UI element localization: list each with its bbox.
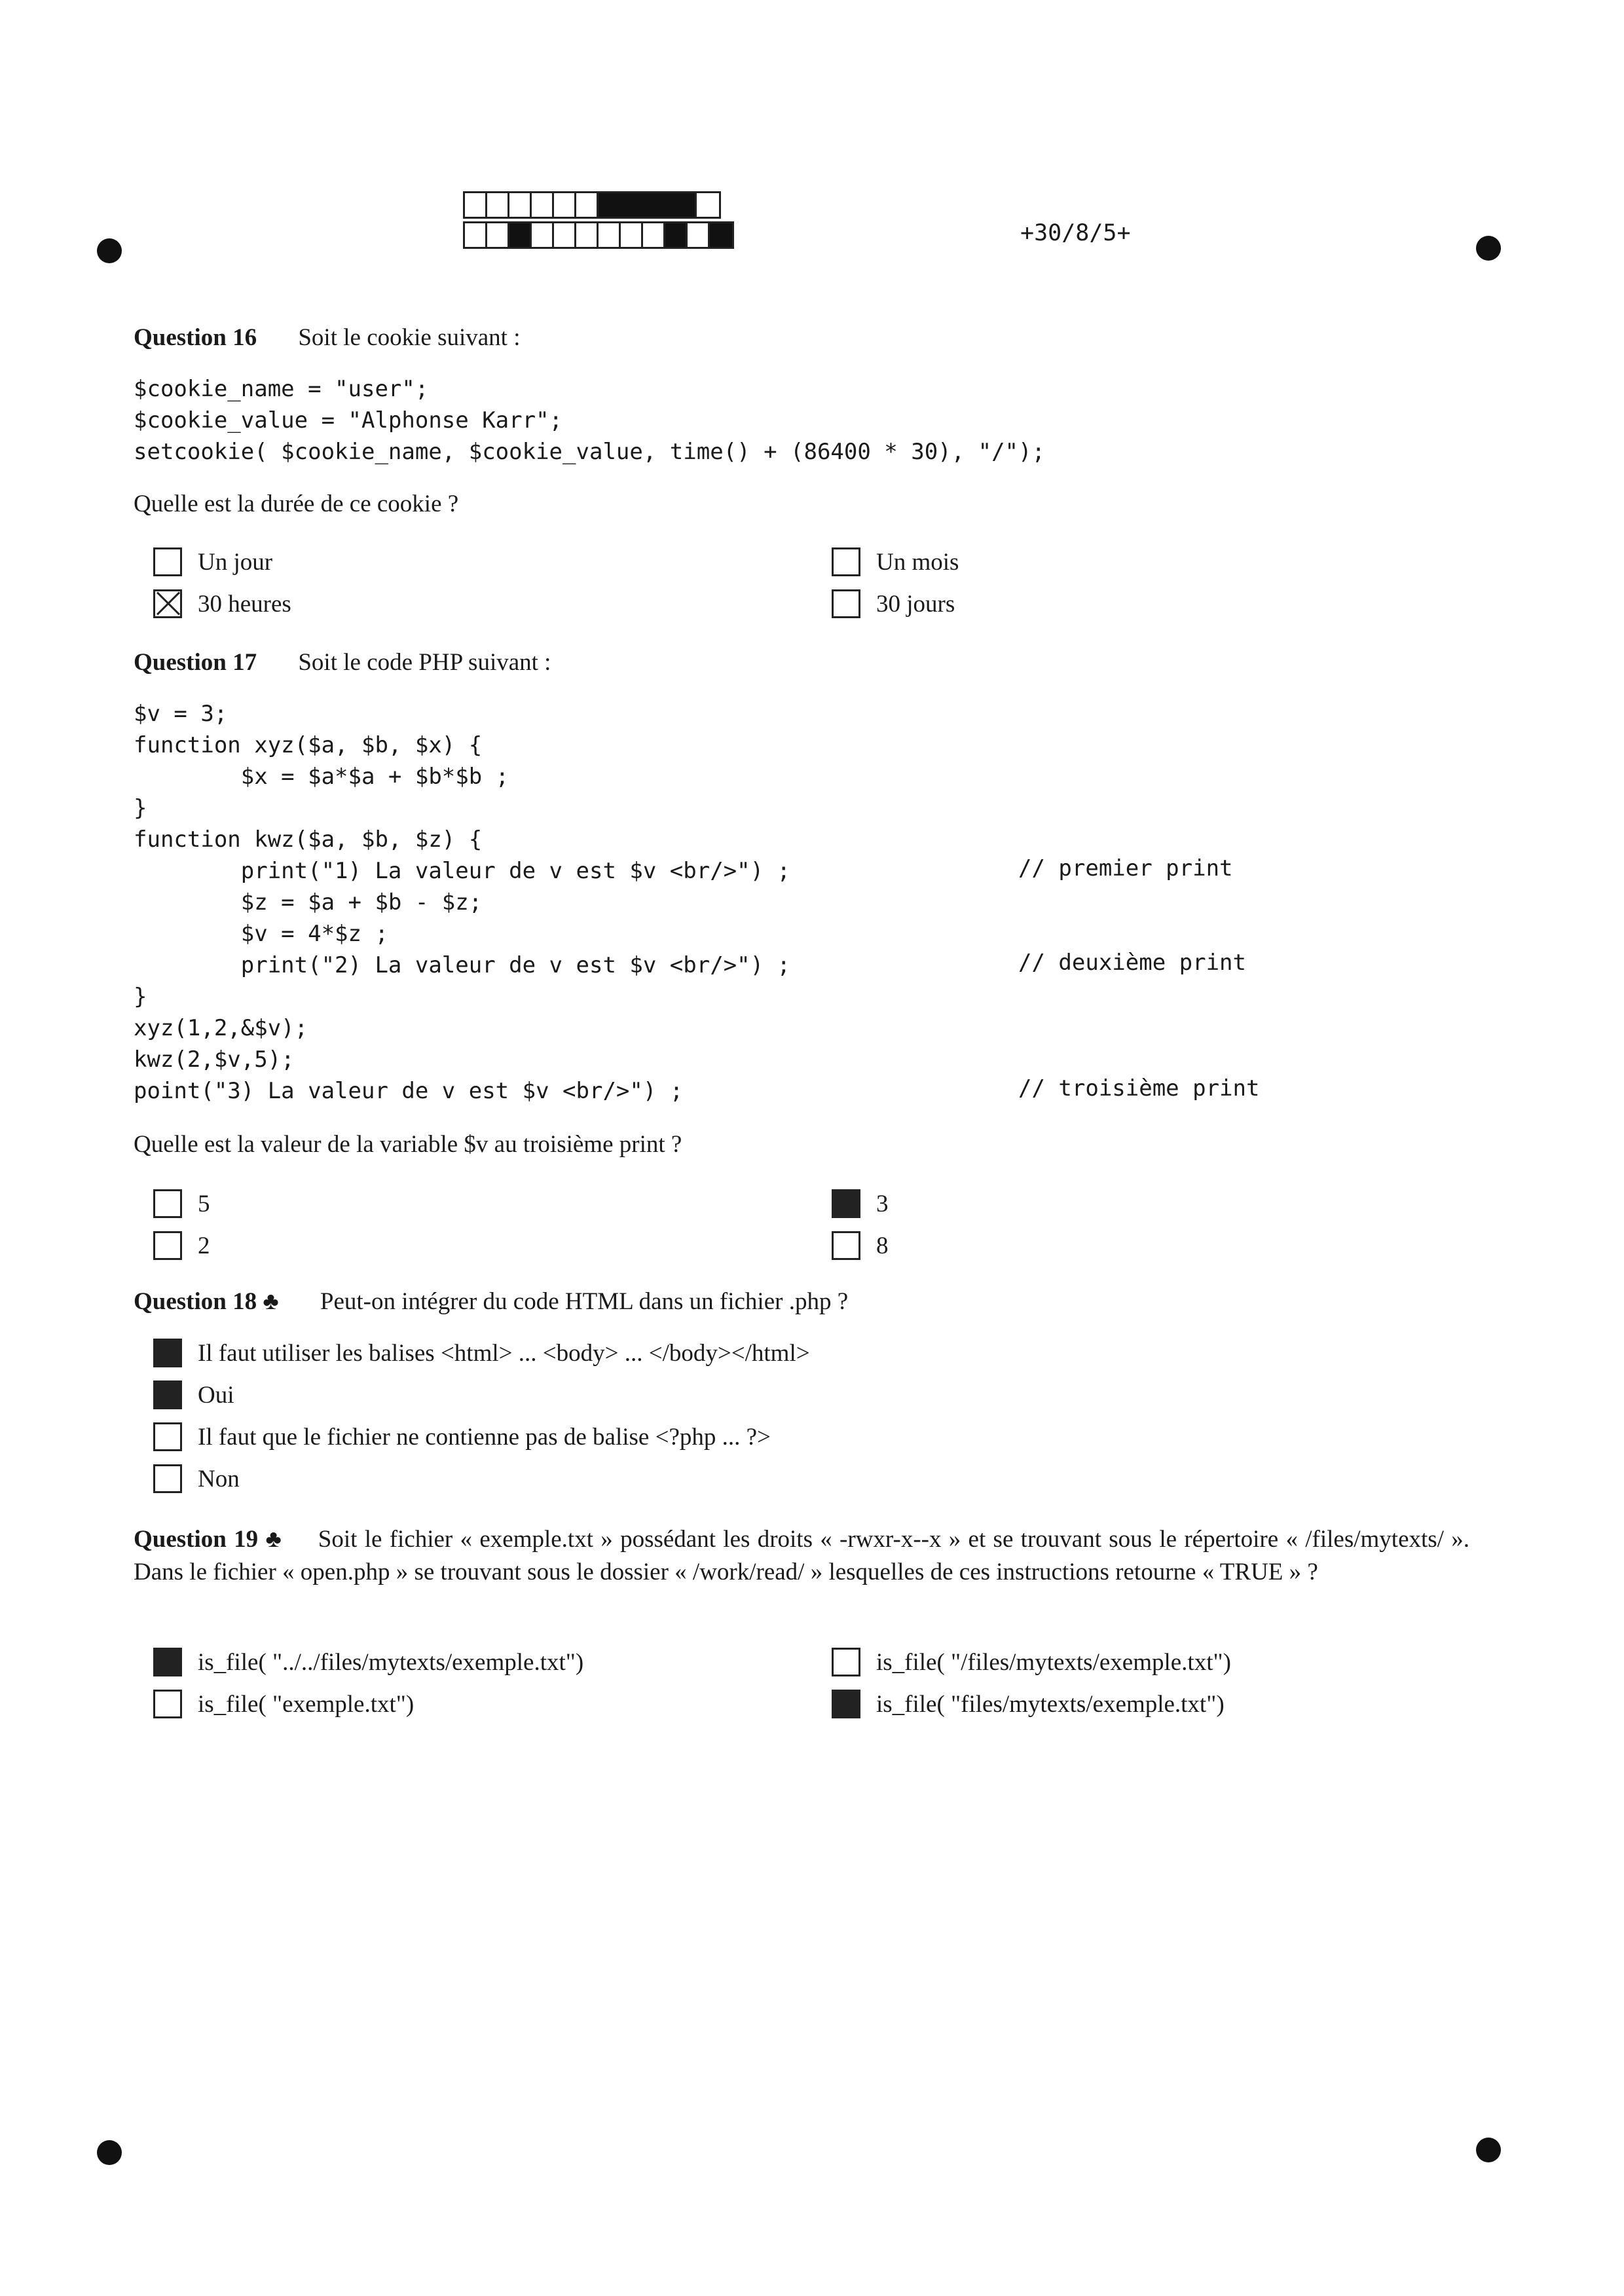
question-16-prompt: Quelle est la durée de ce cookie ? (134, 491, 459, 517)
q17-option-1[interactable] (153, 1189, 210, 1218)
barcode-cell (465, 223, 487, 247)
q19-option-2[interactable] (832, 1648, 1231, 1676)
q17-option-3[interactable] (153, 1231, 210, 1260)
code-comment-2: // deuxième print (1018, 950, 1246, 976)
barcode-cell (599, 223, 621, 247)
checkbox[interactable] (153, 1464, 182, 1493)
barcode-cell (554, 193, 576, 217)
checkbox[interactable] (153, 1422, 182, 1451)
q18-option-4[interactable] (153, 1464, 240, 1493)
question-19-title: Question 19 ♣ (134, 1526, 283, 1553)
option-label: Non (198, 1465, 240, 1492)
question-18-header (134, 1287, 1467, 1316)
barcode-cell (665, 223, 688, 247)
copy-id: +30/8/5+ (1020, 220, 1131, 246)
checkbox[interactable] (153, 1690, 182, 1718)
registration-mark-bottom-right (1476, 2138, 1501, 2162)
option-label: is_file( "files/mytexts/exemple.txt") (876, 1690, 1225, 1718)
barcode-cell (710, 223, 732, 247)
checkbox[interactable] (153, 547, 182, 576)
barcode-cell (509, 223, 532, 247)
checkbox[interactable] (153, 1380, 182, 1409)
question-17-code: $v = 3; function xyz($a, $b, $x) { $x = $a*$a + $b*$b ; } function kwz($a, $b, $z) { print("1) La valeur de v est $v <br/>") ; $z = $a + $b - $z; $v = 4*$z ; print("2) La valeur de v est $v <br/>") ; } xyz(1,2,&$v); kwz(2,$v,5); point("3) La valeur de v est $v <br/>") ; (134, 701, 791, 1104)
option-label: 8 (876, 1232, 889, 1259)
q16-option-4[interactable] (832, 589, 955, 618)
checkbox[interactable] (832, 1231, 860, 1260)
q18-option-2[interactable] (153, 1380, 234, 1409)
code-comment-3: // troisième print (1018, 1075, 1260, 1102)
question-16-title: Question 16 (134, 324, 257, 351)
registration-mark-bottom-left (97, 2140, 122, 2165)
question-17-title: Question 17 (134, 649, 257, 676)
checkbox[interactable] (153, 1189, 182, 1218)
checkbox[interactable] (153, 1231, 182, 1260)
option-label: Un mois (876, 548, 959, 576)
option-label: Un jour (198, 548, 273, 576)
barcode-cell (621, 223, 643, 247)
barcode-cell (487, 193, 509, 217)
question-19-header (134, 1523, 1469, 1589)
barcode-cell (643, 223, 665, 247)
barcode-cell (554, 223, 576, 247)
option-label: 2 (198, 1232, 210, 1259)
option-label: Il faut utiliser les balises <html> ... <body> ... </body></html> (198, 1339, 810, 1367)
q16-option-1[interactable] (153, 547, 272, 576)
barcode-row-1 (463, 191, 721, 219)
barcode-cell (688, 223, 710, 247)
barcode-cell (509, 193, 532, 217)
option-label: 5 (198, 1190, 210, 1217)
question-18-title: Question 18 ♣ (134, 1288, 279, 1315)
question-18-text: Peut-on intégrer du code HTML dans un fichier .php ? (320, 1288, 849, 1315)
checkbox[interactable] (153, 1339, 182, 1367)
question-17-prompt: Quelle est la valeur de la variable $v au troisième print ? (134, 1131, 682, 1158)
checkbox[interactable] (153, 589, 182, 618)
q16-option-2[interactable] (832, 547, 959, 576)
barcode-cell (487, 223, 509, 247)
q19-option-3[interactable] (153, 1690, 414, 1718)
option-label: is_file( "/files/mytexts/exemple.txt") (876, 1648, 1231, 1676)
q18-option-1[interactable] (153, 1339, 810, 1367)
option-label: Oui (198, 1381, 234, 1409)
question-16-text: Soit le cookie suivant : (298, 324, 521, 351)
option-label: 30 jours (876, 590, 955, 618)
q16-option-3[interactable] (153, 589, 291, 618)
barcode-cell (576, 223, 599, 247)
barcode-row-2 (463, 221, 734, 249)
checkbox[interactable] (153, 1648, 182, 1676)
q19-option-4[interactable] (832, 1690, 1225, 1718)
barcode-cell (576, 193, 599, 217)
registration-mark-top-right (1476, 236, 1501, 261)
question-17-text: Soit le code PHP suivant : (298, 649, 551, 676)
registration-mark-top-left (97, 238, 122, 263)
option-label: Il faut que le fichier ne contienne pas de balise <?php ... ?> (198, 1423, 771, 1451)
option-label: 3 (876, 1190, 889, 1217)
barcode-cell (697, 193, 719, 217)
checkbox[interactable] (832, 1690, 860, 1718)
option-label: is_file( "exemple.txt") (198, 1690, 415, 1718)
barcode-cell (532, 193, 554, 217)
checkbox[interactable] (832, 547, 860, 576)
question-16-header (134, 324, 1467, 352)
question-19-text: Soit le fichier « exemple.txt » possédant les droits « -rwxr-x--x » et se trouvant sous le répertoire « /files/mytexts/ ». Dans le fichier « open.php » se trouvant sous le dossier « /work/read/ » lesquelles de ces instructions retourne « TRUE » ? (134, 1526, 1469, 1585)
question-17-header (134, 648, 1467, 676)
q17-option-4[interactable] (832, 1231, 889, 1260)
checkbox[interactable] (832, 1648, 860, 1676)
q19-option-1[interactable] (153, 1648, 583, 1676)
question-16-code: $cookie_name = "user"; $cookie_value = "Alphonse Karr"; setcookie( $cookie_name, $cookie_value, time() + (86400 * 30), "/"); (134, 376, 1045, 465)
option-label: is_file( "../../files/mytexts/exemple.txt") (198, 1648, 584, 1676)
option-label: 30 heures (198, 590, 291, 618)
code-comment-1: // premier print (1018, 855, 1233, 881)
barcode-cell (465, 193, 487, 217)
barcode-cell (532, 223, 554, 247)
barcode-cell (599, 193, 697, 217)
q17-option-2[interactable] (832, 1189, 889, 1218)
checkbox[interactable] (832, 589, 860, 618)
q18-option-3[interactable] (153, 1422, 771, 1451)
checkbox[interactable] (832, 1189, 860, 1218)
